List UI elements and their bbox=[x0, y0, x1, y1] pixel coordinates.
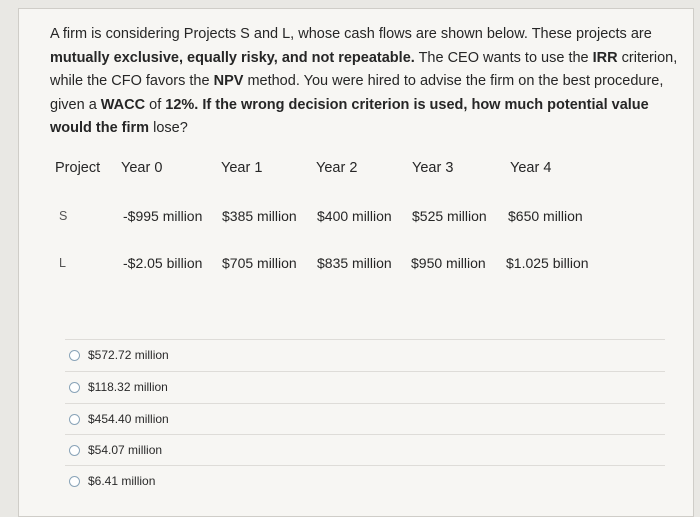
column-header-year-0: Year 0 bbox=[121, 160, 163, 176]
question-text-bold: If the wrong decision criterion is used, how much potential value would the firm bbox=[50, 96, 649, 136]
cell-s-year-3: $525 million bbox=[412, 208, 487, 224]
answer-option-label: $54.07 million bbox=[88, 443, 163, 457]
question-text-bold: IRR bbox=[592, 49, 618, 66]
cell-l-year-2: $835 million bbox=[317, 255, 392, 271]
row-label-l: L bbox=[59, 256, 66, 270]
cell-l-year-1: $705 million bbox=[222, 255, 297, 271]
question-text bbox=[50, 23, 682, 141]
answer-option[interactable] bbox=[65, 339, 665, 370]
question-text-part: criterion, while the CFO favors the bbox=[50, 49, 678, 89]
radio-button-icon[interactable] bbox=[69, 350, 80, 361]
column-header-year-3: Year 3 bbox=[412, 160, 454, 176]
cell-l-year-3: $950 million bbox=[411, 255, 486, 271]
question-text-part: method. You were hired to advise the firm on the best procedure, given a bbox=[50, 73, 664, 113]
answer-option-label: $454.40 million bbox=[88, 412, 169, 426]
answer-option-label: $118.32 million bbox=[88, 380, 168, 394]
question-text-part: of bbox=[145, 96, 166, 113]
cell-l-year-0: -$2.05 billion bbox=[123, 255, 203, 271]
radio-button-icon[interactable] bbox=[69, 414, 80, 425]
cell-s-year-4: $650 million bbox=[508, 208, 583, 224]
row-label-s: S bbox=[59, 209, 68, 223]
column-header-project: Project bbox=[55, 160, 101, 176]
answer-option-label: $572.72 million bbox=[88, 348, 169, 362]
question-text-bold: NPV bbox=[213, 73, 244, 89]
cell-s-year-2: $400 million bbox=[317, 208, 392, 224]
question-text-part: A firm is considering Projects S and L, whose cash flows are shown below. These projects are bbox=[50, 26, 652, 42]
cell-s-year-0: -$995 million bbox=[123, 208, 203, 224]
answer-option-label: $6.41 million bbox=[88, 474, 156, 488]
answer-option[interactable] bbox=[65, 403, 665, 434]
column-header-year-4: Year 4 bbox=[510, 160, 552, 176]
answer-option[interactable] bbox=[65, 434, 665, 465]
answer-option[interactable] bbox=[65, 465, 665, 496]
radio-button-icon[interactable] bbox=[69, 445, 80, 456]
question-text-bold: 12%. bbox=[165, 96, 199, 113]
column-header-year-1: Year 1 bbox=[221, 160, 263, 176]
question-card bbox=[18, 8, 694, 517]
question-text-part: The CEO wants to use the bbox=[414, 49, 593, 66]
cell-s-year-1: $385 million bbox=[222, 208, 297, 224]
radio-button-icon[interactable] bbox=[69, 476, 80, 487]
answer-option[interactable] bbox=[65, 371, 665, 402]
column-header-year-2: Year 2 bbox=[316, 160, 358, 176]
question-text-part: lose? bbox=[149, 120, 188, 136]
radio-button-icon[interactable] bbox=[69, 382, 80, 393]
question-text-bold: WACC bbox=[100, 96, 146, 113]
cell-l-year-4: $1.025 billion bbox=[506, 255, 589, 271]
question-text-bold: mutually exclusive, equally risky, and not repeatable. bbox=[50, 49, 415, 66]
